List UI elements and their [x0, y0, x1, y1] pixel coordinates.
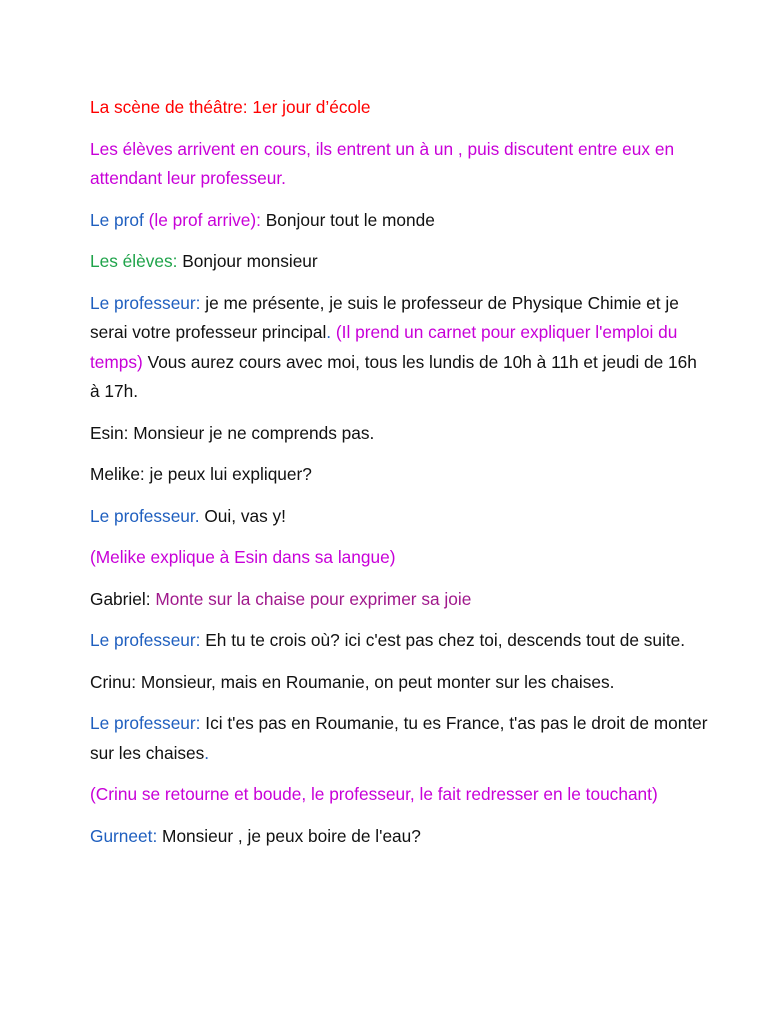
paragraph-prof-intro [90, 289, 708, 407]
segment-black: Esin: Monsieur je ne comprends pas. [90, 422, 375, 443]
segment-stage: (le prof arrive): [148, 209, 266, 230]
paragraph-gabriel [90, 585, 708, 615]
segment-eleves: Les élèves: [90, 251, 183, 271]
paragraph-melike [90, 460, 708, 490]
segment-stage: (Il prend un carnet pour expliquer l'emploi du temps) [90, 322, 678, 372]
segment-black: Melike: je peux lui expliquer? [90, 464, 312, 484]
segment-prof: Le professeur. [90, 505, 205, 526]
segment-stage: (Melike explique à Esin dans sa langue) [90, 547, 396, 567]
segment-prof: . [204, 742, 210, 763]
segment-black: Crinu: Monsieur, mais en Roumanie, on peut monter sur les chaises. [90, 671, 615, 692]
segment-black: Bonjour tout le monde [265, 209, 435, 230]
paragraph-prof-greeting [90, 206, 708, 236]
paragraph-esin [90, 419, 708, 449]
paragraph-crinu-action [90, 780, 708, 810]
segment-black: Vous aurez cours avec moi, tous les lundis de 10h à 11h et jeudi de 16h à 17h. [90, 351, 697, 401]
segment-black: Monsieur , je peux boire de l'eau? [162, 825, 421, 846]
segment-black: Oui, vas y! [204, 505, 286, 526]
segment-stage: (Crinu se retourne et boude, le professeur, le fait redresser en le touchant) [90, 784, 658, 804]
segment-prof: Le professeur: [90, 713, 206, 733]
segment-prof: Gurneet: [90, 825, 163, 846]
segment-prof: Le professeur: [90, 630, 206, 650]
segment-prof: . [326, 322, 336, 342]
paragraph-prof-oui [90, 502, 708, 532]
paragraph-prof-descends [90, 626, 708, 656]
segment-black: je me présente, je suis le professeur de Physique Chimie et je serai votre professeur principal [90, 292, 679, 342]
segment-black: Eh tu te crois où? ici c'est pas chez toi, descends tout de suite. [205, 630, 686, 650]
paragraph-prof-roumanie [90, 709, 708, 768]
segment-black: Bonjour monsieur [182, 251, 318, 271]
paragraph-melike-action [90, 543, 708, 573]
paragraph-crinu [90, 668, 708, 698]
paragraph-gurneet [90, 822, 708, 852]
segment-stage: Les élèves arrivent en cours, ils entrent un à un , puis discutent entre eux en attendant leur professeur. [90, 138, 675, 188]
document-title: La scène de théâtre: 1er jour d’école [90, 97, 371, 117]
paragraph-students-greeting [90, 247, 708, 277]
document-body [90, 135, 708, 852]
segment-black: Gabriel: [90, 588, 156, 609]
segment-prof: Le professeur: [90, 292, 206, 313]
segment-prof: Le prof [90, 209, 149, 230]
paragraph-intro [90, 135, 708, 194]
segment-action: Monte sur la chaise pour exprimer sa joie [155, 588, 472, 609]
segment-black: Ici t'es pas en Roumanie, tu es France, t'as pas le droit de monter sur les chaises [90, 713, 708, 763]
